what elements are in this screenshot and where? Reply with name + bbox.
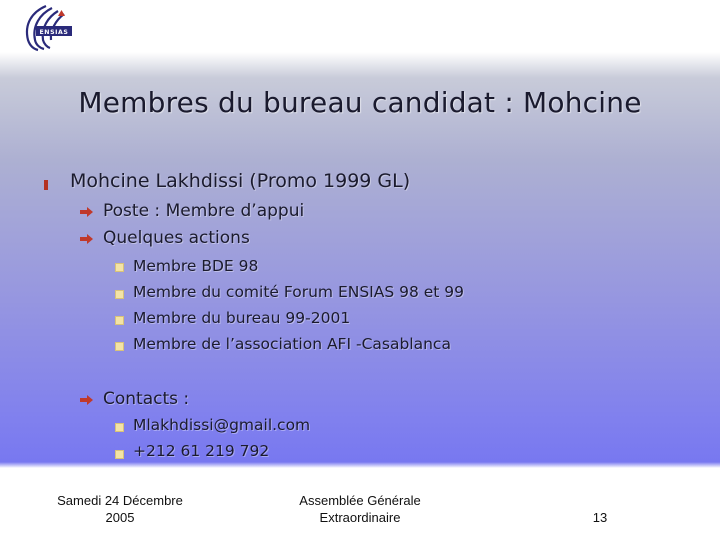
bullet-icon bbox=[44, 180, 48, 190]
arrow-bullet-icon bbox=[80, 207, 93, 217]
footer-date-line2: 2005 bbox=[105, 510, 135, 525]
square-bullet-icon bbox=[115, 342, 124, 351]
footer-date-line1: Samedi 24 Décembre bbox=[57, 493, 183, 508]
list-item: Membre de l’association AFI -Casablanca bbox=[133, 335, 451, 353]
page-number: 13 bbox=[592, 510, 608, 525]
contact-phone: +212 61 219 792 bbox=[133, 442, 270, 460]
square-bullet-icon bbox=[115, 263, 124, 272]
square-bullet-icon bbox=[115, 450, 124, 459]
square-bullet-icon bbox=[115, 290, 124, 299]
footer-event-line1: Assemblée Générale bbox=[299, 493, 421, 508]
footer-event bbox=[270, 492, 450, 526]
slide-title: Membres du bureau candidat : Mohcine bbox=[78, 86, 642, 119]
list-item: Membre du bureau 99-2001 bbox=[133, 309, 351, 327]
contact-email: Mlakhdissi@gmail.com bbox=[133, 416, 311, 434]
bullet-poste: Poste : Membre d’appui bbox=[103, 201, 305, 221]
bullet-name: Mohcine Lakhdissi (Promo 1999 GL) bbox=[70, 170, 411, 192]
ensias-logo bbox=[16, 2, 74, 52]
list-item: Membre du comité Forum ENSIAS 98 et 99 bbox=[133, 283, 465, 301]
svg-text:ENSIAS: ENSIAS bbox=[39, 28, 69, 36]
square-bullet-icon bbox=[115, 316, 124, 325]
list-item: Membre BDE 98 bbox=[133, 257, 259, 275]
arrow-bullet-icon bbox=[80, 395, 93, 405]
bullet-actions: Quelques actions bbox=[103, 228, 250, 248]
footer-event-line2: Extraordinaire bbox=[319, 510, 401, 525]
bullet-contacts: Contacts : bbox=[103, 389, 190, 409]
square-bullet-icon bbox=[115, 423, 124, 432]
footer-date bbox=[30, 492, 210, 526]
arrow-bullet-icon bbox=[80, 234, 93, 244]
